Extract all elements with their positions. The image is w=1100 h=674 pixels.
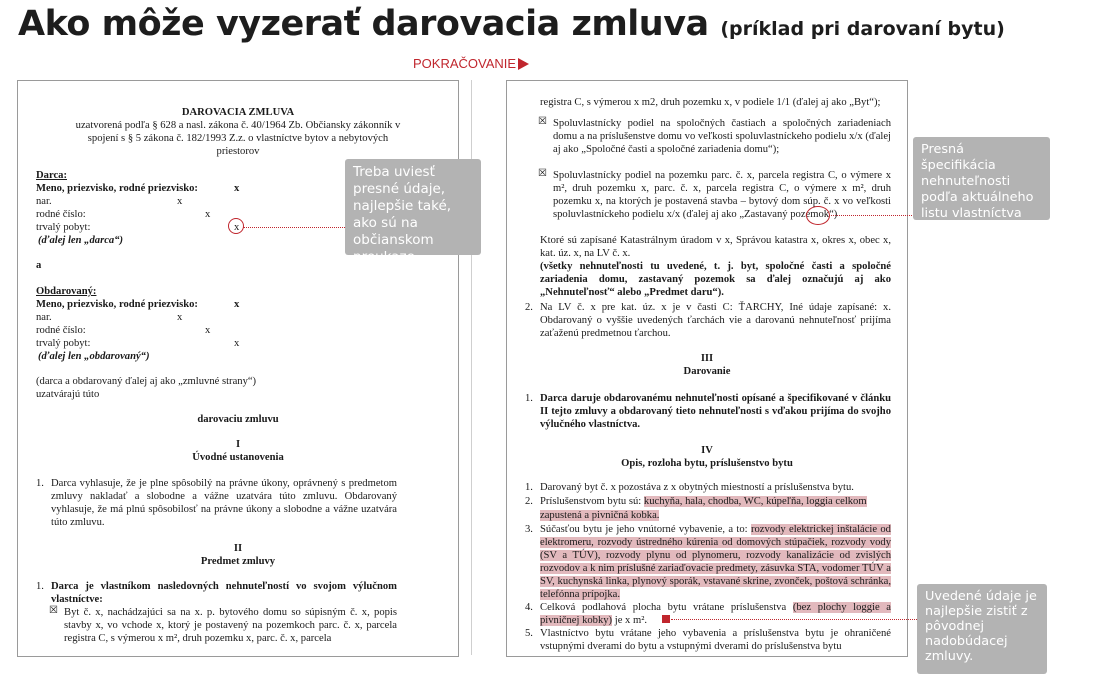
section-4-item-2-cont: zapustená a pivničná kobka. (540, 510, 660, 521)
darca-nar-value: x (177, 196, 183, 207)
headline-title: Ako môže vyzerať darovacia zmluva (18, 4, 709, 44)
obd-rc-value: x (205, 325, 211, 336)
section-4-number: IV (701, 445, 713, 456)
connector-line (243, 227, 345, 228)
accessories-highlight: kuchyňa, hala, chodba, WC, kúpeľňa, loggia celkom (643, 496, 867, 507)
continued-line: registra C, s výmerou x m2, druh pozemku x, v podiele 1/1 (ďalej aj ako „Byt“); (540, 97, 881, 108)
darca-len: (ďalej len „darca“) (38, 235, 124, 246)
area-highlight: (bez plochy loggie a pivničnej kobky) (540, 602, 891, 626)
bullet-3: Spoluvlastnícky podiel na pozemku parc. č. x, parcela registra C, o výmere x m², druh pozemku x, parc. č. x, parcela registra C, o výmere x m², druh pozemku x, na ktorých je postavená stavba – bytový dom súp. č. x vo veľkosti spoluvlastníckeho podielu x/x (ďalej aj ako „Zastavaný pozemok“) (553, 170, 891, 220)
continue-link[interactable] (413, 56, 529, 71)
intro-line-2: spojení s § 5 zákona č. 182/1993 Z.z. o vlastníctve bytov a nebytových (87, 133, 389, 144)
item-number: 3. (525, 524, 533, 535)
section-1-number: I (235, 439, 241, 450)
obd-rc-label: rodné číslo: (36, 325, 86, 336)
share-value: x/x (666, 209, 681, 220)
intro-line-3: priestorov (216, 146, 260, 157)
item-number: 2. (525, 302, 533, 313)
item-number: 1. (525, 393, 533, 404)
marker-square (662, 615, 670, 623)
darca-rc-label: rodné číslo: (36, 209, 86, 220)
and-line: a (36, 260, 42, 271)
darca-pobyt-value: x (234, 222, 240, 233)
callout-area: Uvedené údaje je najlepšie zistiť z pôvodnej nadobúdacej zmluvy. (917, 584, 1047, 674)
darca-heading: Darca: (36, 170, 67, 181)
obd-nar-label: nar. (36, 312, 52, 323)
encumbrance-paragraph: Na LV č. x pre kat. úz. x je v časti C: ŤARCHY, Iné údaje zapísané: x. Obdarovaný o vyššie uvedených ťarchách vie a darovanú nehnuteľnosť prijíma zaťaženú predmetnou ťarchou. (540, 302, 891, 339)
item-number: 5. (525, 628, 533, 639)
obd-len: (ďalej len „obdarovaný“) (38, 351, 150, 362)
callout-specification: Presná špecifikácia nehnuteľnosti podľa aktuálneho listu vlastníctva (913, 137, 1050, 220)
all-property-line: (všetky nehnuteľnosti tu uvedené, t. j. byt, spoločné časti a spoločné zariadenia domu, zastavaný pozemok sa ďalej označujú aj ako „Nehnuteľnosť“ alebo „Predmet daru“). (540, 261, 891, 298)
section-3-paragraph: Darca daruje obdarovanému nehnuteľnosti opísané a špecifikované v článku II tejto zmluvy a obdarovaný tieto nehnuteľnosti s vďakou prijíma do svojho výlučného vlastníctva. (540, 393, 891, 430)
headline-subtitle: (príklad pri darovaní bytu) (720, 18, 1005, 40)
darca-rc-value: x (205, 209, 211, 220)
highlight-circle (228, 218, 244, 234)
darca-name-value: x (234, 183, 240, 194)
obd-name-label: Meno, priezvisko, rodné priezvisko: (36, 299, 198, 310)
obd-name-value: x (234, 299, 240, 310)
section-2-title: Predmet zmluvy (200, 556, 276, 567)
checkbox-icon: ☒ (538, 168, 547, 179)
contract-title: DAROVACIA ZMLUVA (181, 107, 295, 118)
page-headline (18, 4, 1005, 44)
intro-line-1: uzatvorená podľa § 628 a nasl. zákona č. 40/1964 Zb. Občiansky zákonník v (75, 120, 401, 131)
section-2-bullet-1: Byt č. x, nachádzajúci sa na x. p. bytového domu so súpisným č. x, popis stavby x, vo vchode x, ktorý je postavený na pozemkoch parc. č. x, parcela registra C, s výmerou x m², druh pozemku x, parc. č. x, parcela (64, 607, 397, 644)
obd-nar-value: x (177, 312, 183, 323)
section-4-title: Opis, rozloha bytu, príslušenstvo bytu (621, 458, 793, 469)
section-2-number: II (233, 543, 243, 554)
obdarovany-heading: Obdarovaný: (36, 286, 97, 297)
section-1-paragraph: Darca vyhlasuje, že je plne spôsobilý na právne úkony, oprávnený s predmetom zmluvy nakladať a slobodne a vážne uzatvára túto zmluvu. Obdarovaný vyhlasuje, že má plnú spôsobilosť na právne úkony a slobodne a vážne uzatvára túto zmluvu. (51, 478, 397, 528)
connector-line (671, 619, 917, 620)
item-number: 1. (36, 581, 44, 592)
equipment-highlight: rozvody elektrickej inštalácie od elektromeru, rozvody ústredného kúrenia od domových stúpačiek, rozvody vody (SV a TÚV), rozvody plynu od plynomeru, rozvody kanalizácie od zvislých rozvodov a k nim príslušné zariaďovacie predmety, zásuvka STA, vodomer TÚV a SV, kuchynská linka, plynový sporák, vstavané skrine, zvonček, poštová schránka, telefónna prípojka. (540, 524, 891, 600)
item-number: 1. (36, 478, 44, 489)
section-4-item-1: Darovaný byt č. x pozostáva z x obytných miestností a príslušenstva bytu. (540, 482, 854, 493)
section-4-item-2: Príslušenstvom bytu sú: kuchyňa, hala, chodba, WC, kúpeľňa, loggia celkom (540, 496, 867, 507)
obd-pobyt-value: x (234, 338, 240, 349)
section-4-item-4: Celková podlahová plocha bytu vrátane príslušenstva (bez plochy loggie a pivničnej kobky) je x m². (540, 602, 891, 626)
section-3-title: Darovanie (683, 366, 731, 377)
checkbox-icon: ☒ (538, 116, 547, 127)
section-4-item-5: Vlastníctvo bytu vrátane jeho vybavenia a príslušenstva bytu je ohraničené vstupnými dverami do bytu a vstupnými dverami do príslušenstva bytu (540, 628, 891, 652)
bullet-2: Spoluvlastnícky podiel na spoločných častiach a spoločných zariadeniach domu a na príslušenstve domu vo veľkosti spoluvlastníckeho podielu x/x (ďalej aj ako „Spoločné časti a spoločné zariadenia domu“); (553, 118, 891, 155)
callout-id-data: Treba uviesť presné údaje, najlepšie také, ako sú na občianskom preukaze. (345, 159, 481, 255)
parties-line-2: uzatvárajú túto (36, 389, 100, 400)
highlight-circle (806, 206, 830, 225)
checkbox-icon: ☒ (49, 605, 58, 616)
darca-name-label: Meno, priezvisko, rodné priezvisko: (36, 183, 198, 194)
contract-page-right (506, 80, 908, 657)
section-3-number: III (700, 353, 714, 364)
darca-nar-label: nar. (36, 196, 52, 207)
item-number: 4. (525, 602, 533, 613)
section-2-paragraph: Darca je vlastníkom nasledovných nehnuteľností vo svojom výlučnom vlastníctve: (51, 581, 397, 605)
section-4-item-3: Súčasťou bytu je jeho vnútorné vybavenie, a to: rozvody elektrickej inštalácie od elektromeru, rozvody ústredného kúrenia od domových stúpačiek, rozvody vody (SV a TÚV), rozvody plynu od plynomeru, rozvody kanalizácie od zvislých rozvodov a k nim príslušné zariaďovacie predmety, zásuvka STA, vodomer TÚV a SV, kuchynská linka, plynový sporák, vstavané skrine, zvonček, poštová schránka, telefónna prípojka. (540, 524, 891, 600)
item-number: 1. (525, 482, 533, 493)
obd-pobyt-label: trvalý pobyt: (36, 338, 91, 349)
registration-line: Ktoré sú zapísané Katastrálnym úradom v x, Správou katastra x, okres x, obec x, kat. úz. x, na LV č. x. (540, 235, 891, 259)
continue-label: POKRAČOVANIE (413, 56, 517, 71)
section-1-title: Úvodné ustanovenia (192, 452, 284, 463)
arrow-right-icon (518, 58, 529, 70)
parties-line-1: (darca a obdarovaný ďalej aj ako „zmluvné strany“) (36, 376, 257, 387)
item-number: 2. (525, 496, 533, 507)
connector-line (829, 215, 916, 216)
darca-pobyt-label: trvalý pobyt: (36, 222, 91, 233)
contract-name: darovaciu zmluvu (197, 414, 279, 425)
